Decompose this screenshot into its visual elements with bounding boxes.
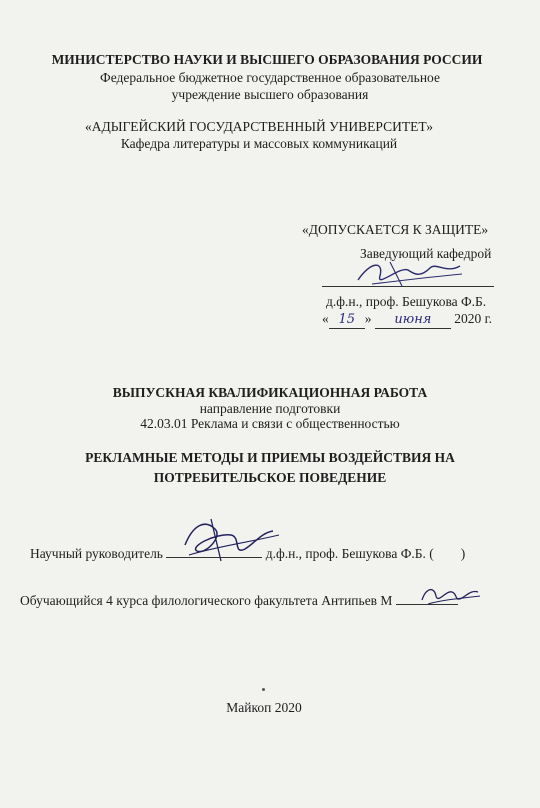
approval-date: [322, 311, 492, 329]
institution-line-1: Федеральное бюджетное государственное образовательное: [100, 70, 440, 85]
direction-name: 42.03.01 Реклама и связи с общественностью: [140, 416, 400, 431]
thesis-title-line-2: ПОТРЕБИТЕЛЬСКОЕ ПОВЕДЕНИЕ: [153, 470, 387, 485]
approval-stamp: «ДОПУСКАЕТСЯ К ЗАЩИТЕ»: [302, 222, 489, 237]
student-text: Обучающийся 4 курса филологического факультета Антипьев М: [20, 593, 393, 608]
date-close-quote: »: [364, 311, 372, 326]
date-month: июня: [394, 312, 432, 327]
work-type-heading: ВЫПУСКНАЯ КВАЛИФИКАЦИОННАЯ РАБОТА: [112, 385, 428, 400]
institution-line-2: учреждение высшего образования: [171, 87, 369, 102]
thesis-title-line-1: РЕКЛАМНЫЕ МЕТОДЫ И ПРИЕМЫ ВОЗДЕЙСТВИЯ НА: [85, 450, 455, 465]
supervisor-label: Научный руководитель: [30, 546, 163, 561]
supervisor-signature-parentheses: ( ): [429, 546, 466, 561]
supervisor-info: д.ф.н., проф. Бешукова Ф.Б.: [265, 546, 426, 561]
student-row: [20, 593, 458, 609]
city-and-year: Майкоп 2020: [226, 700, 302, 715]
supervisor-row: [30, 546, 465, 562]
department-name: Кафедра литературы и массовых коммуникаций: [120, 136, 398, 151]
date-day: 15: [338, 312, 356, 327]
head-of-department-name: д.ф.н., проф. Бешукова Ф.Б.: [326, 294, 487, 309]
student-signature: [418, 582, 482, 608]
head-signature: [350, 256, 470, 290]
head-of-department-title: Заведующий кафедрой: [360, 246, 492, 261]
date-open-quote: «: [322, 311, 329, 326]
date-year: 2020 г.: [454, 311, 493, 326]
ink-dot: [262, 688, 265, 691]
ministry-heading: МИНИСТЕРСТВО НАУКИ И ВЫСШЕГО ОБРАЗОВАНИЯ РОССИИ: [51, 52, 483, 67]
direction-label: направление подготовки: [199, 401, 341, 416]
university-name: «АДЫГЕЙСКИЙ ГОСУДАРСТВЕННЫЙ УНИВЕРСИТЕТ»: [85, 119, 433, 134]
